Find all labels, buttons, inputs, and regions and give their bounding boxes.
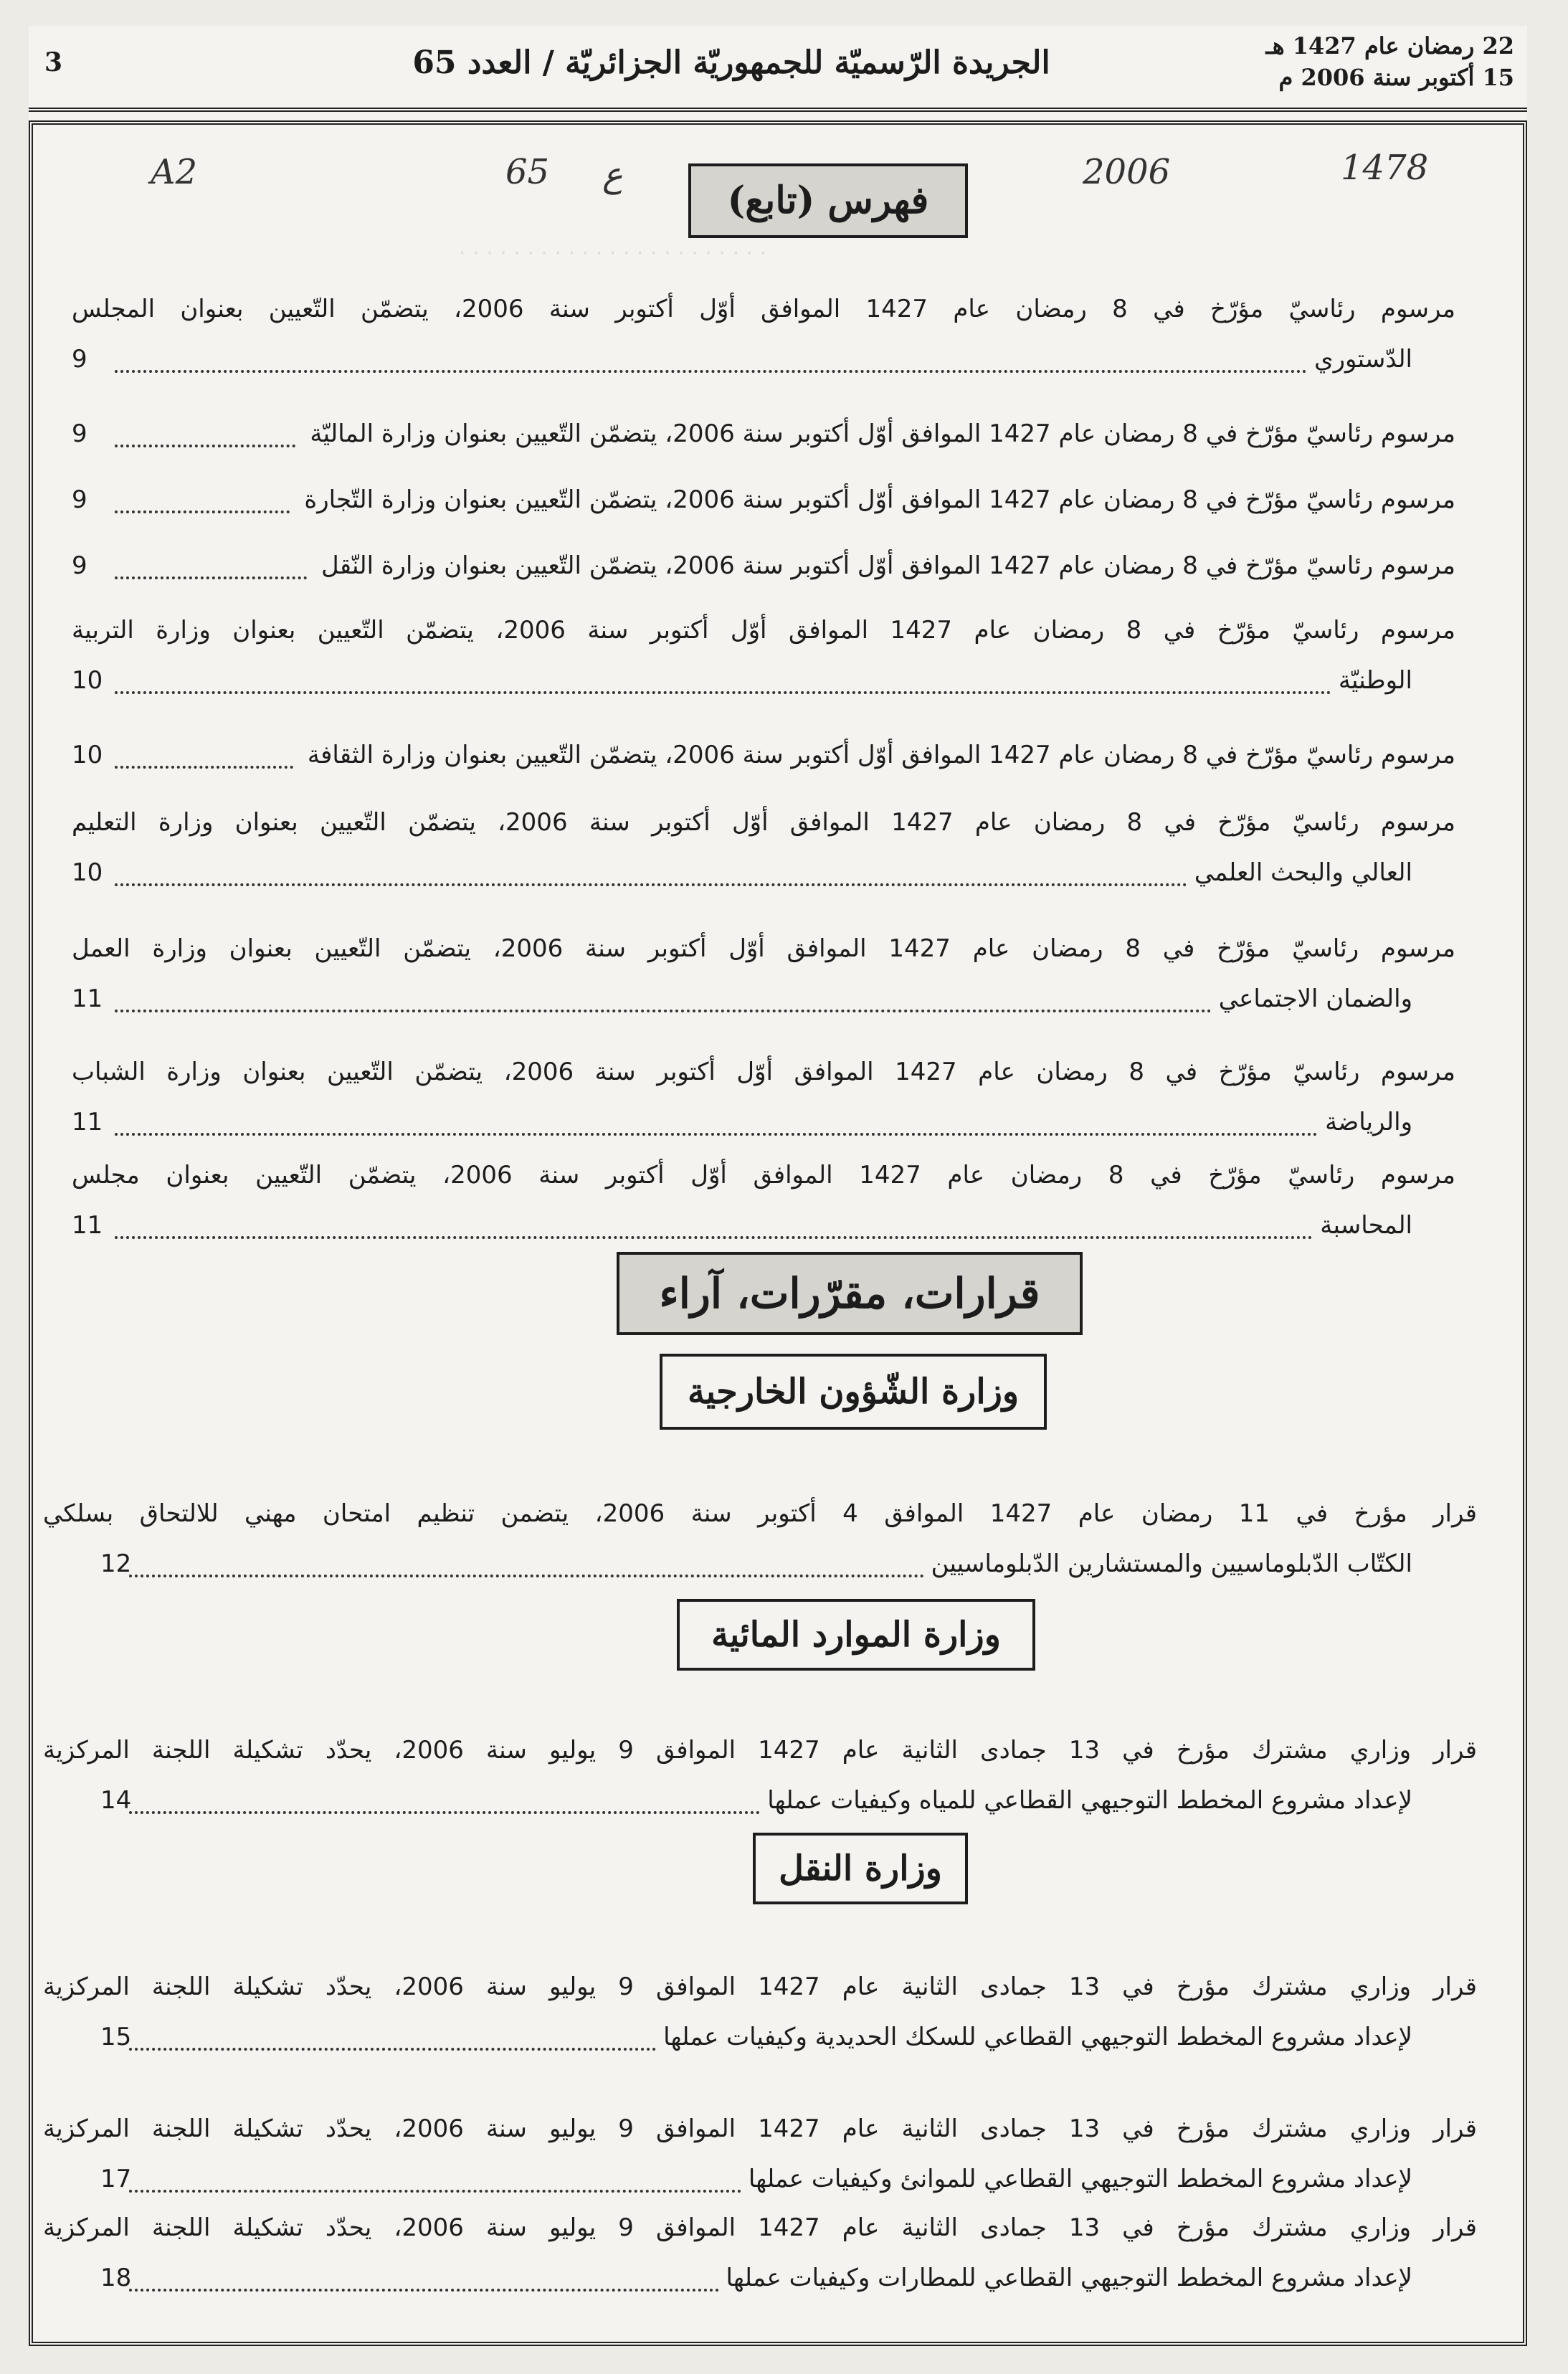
index-entry (72, 730, 1455, 780)
leader-dots (115, 1010, 1212, 1012)
entry-page-number: 10 (72, 741, 103, 769)
entry-page-number: 9 (72, 345, 87, 374)
entry-text: مرسوم رئاسيّ مؤرّخ في 8 رمضان عام 1427 الموافق أوّل أكتوبر سنة 2006، يتضمّن التّعيين بعنوان وزارة الماليّة (310, 419, 1455, 448)
entry-page-number: 9 (72, 419, 87, 448)
index-entry (72, 1150, 1455, 1250)
entry-text: قرار مؤرخ في 11 رمضان عام 1427 الموافق 4 أكتوبر سنة 2006، يتضمن تنظيم امتحان مهني للالتحاق بسلكي (43, 1499, 1477, 1528)
leader-dots (129, 1575, 924, 1577)
entry-text: مرسوم رئاسيّ مؤرّخ في 8 رمضان عام 1427 الموافق أوّل أكتوبر سنة 2006، يتضمّن التّعيين بعنوان المجلس (72, 295, 1455, 323)
entry-line (72, 730, 1455, 780)
entry-text: مرسوم رئاسيّ مؤرّخ في 8 رمضان عام 1427 الموافق أوّل أكتوبر سنة 2006، يتضمّن التّعيين بعنوان وزارة التّجارة (304, 485, 1455, 514)
entry-continuation: لإعداد مشروع المخطط التوجيهي القطاعي للمياه وكيفيات عملها (767, 1786, 1412, 1815)
index-entry (72, 541, 1455, 591)
leader-dots (115, 883, 1187, 886)
entry-continuation: الوطنيّة (1338, 666, 1412, 695)
leader-dots (115, 445, 295, 447)
date-hijri: 22 رمضان عام 1427 هـ (1265, 32, 1514, 60)
entry-line (72, 334, 1455, 384)
entry-text: قرار وزاري مشترك مؤرخ في 13 جمادى الثانية عام 1427 الموافق 9 يوليو سنة 2006، يحدّد تشكيلة اللجنة المركزية (43, 2114, 1477, 2143)
entry-page-number: 9 (72, 551, 87, 580)
bleed-through-text: · · · · · · · · · · · · · · · · · · · · · · · (459, 241, 767, 266)
entry-text: مرسوم رئاسيّ مؤرّخ في 8 رمضان عام 1427 الموافق أوّل أكتوبر سنة 2006، يتضمّن التّعيين بعنوان وزارة التربية (72, 616, 1455, 645)
leader-dots (129, 2190, 741, 2193)
handwritten-note: 2006 (1083, 152, 1171, 192)
entry-page-number: 11 (72, 1108, 103, 1136)
ministry-water-resources: وزارة الموارد المائية (677, 1599, 1035, 1671)
leader-dots (115, 1236, 1313, 1239)
entry-line (72, 1200, 1455, 1250)
entry-page-number: 10 (72, 858, 103, 887)
decision-entry (43, 1962, 1477, 2062)
leader-dots (115, 691, 1331, 694)
entry-page-number: 10 (72, 666, 103, 695)
entry-page-number: 14 (100, 1786, 132, 1815)
decision-entry (43, 2203, 1477, 2303)
entry-line (72, 655, 1455, 706)
entry-page-number: 11 (72, 984, 103, 1013)
entry-continuation: لإعداد مشروع المخطط التوجيهي القطاعي للموانئ وكيفيات عملها (748, 2165, 1412, 2193)
entry-continuation: الدّستوري (1314, 345, 1412, 374)
entry-text: مرسوم رئاسيّ مؤرّخ في 8 رمضان عام 1427 الموافق أوّل أكتوبر سنة 2006، يتضمّن التّعيين بعنوان وزارة العمل (72, 934, 1455, 963)
entry-line (43, 1539, 1477, 1589)
entry-continuation: المحاسبة (1320, 1211, 1412, 1240)
gazette-title: الجريدة الرّسميّة للجمهوريّة الجزائريّة / العدد 65 (412, 44, 1050, 81)
index-entry (72, 924, 1455, 1024)
leader-dots (115, 370, 1307, 373)
page-header (29, 26, 1527, 112)
leader-dots (115, 1133, 1318, 1136)
handwritten-note: ع (602, 155, 623, 195)
entry-line (72, 1097, 1455, 1147)
index-entry (72, 409, 1455, 459)
entry-line (72, 541, 1455, 591)
entry-line (43, 2012, 1477, 2062)
entry-page-number: 12 (100, 1549, 132, 1578)
entry-line (43, 1775, 1477, 1825)
entry-continuation: لإعداد مشروع المخطط التوجيهي القطاعي للسكك الحديدية وكيفيات عملها (663, 2023, 1412, 2051)
entry-text: مرسوم رئاسيّ مؤرّخ في 8 رمضان عام 1427 الموافق أوّل أكتوبر سنة 2006، يتضمّن التّعيين بعنوان وزارة الثقافة (307, 741, 1455, 769)
entry-line (43, 2253, 1477, 2303)
index-entry (72, 797, 1455, 898)
decisions-title: قرارات، مقرّرات، آراء (617, 1252, 1083, 1335)
leader-dots (115, 576, 307, 579)
entry-text: مرسوم رئاسيّ مؤرّخ في 8 رمضان عام 1427 الموافق أوّل أكتوبر سنة 2006، يتضمّن التّعيين بعنوان وزارة النّقل (321, 551, 1455, 580)
entry-page-number: 9 (72, 485, 87, 514)
entry-page-number: 18 (100, 2264, 132, 2292)
handwritten-note: A2 (151, 152, 198, 192)
entry-line (72, 409, 1455, 459)
index-entry (72, 1047, 1455, 1147)
entry-page-number: 17 (100, 2165, 132, 2193)
entry-continuation: العالي والبحث العلمي (1194, 858, 1412, 887)
entry-text: قرار وزاري مشترك مؤرخ في 13 جمادى الثانية عام 1427 الموافق 9 يوليو سنة 2006، يحدّد تشكيلة اللجنة المركزية (43, 1736, 1477, 1765)
entry-line (43, 2154, 1477, 2204)
entry-text: قرار وزاري مشترك مؤرخ في 13 جمادى الثانية عام 1427 الموافق 9 يوليو سنة 2006، يحدّد تشكيلة اللجنة المركزية (43, 2213, 1477, 2242)
entry-continuation: والرياضة (1325, 1108, 1412, 1136)
entry-continuation: والضمان الاجتماعي (1218, 984, 1412, 1013)
handwritten-note: 65 (505, 152, 550, 192)
page (29, 26, 1527, 2346)
entry-line (72, 475, 1455, 525)
entry-text: قرار وزاري مشترك مؤرخ في 13 جمادى الثانية عام 1427 الموافق 9 يوليو سنة 2006، يحدّد تشكيلة اللجنة المركزية (43, 1972, 1477, 2001)
index-entry (72, 475, 1455, 525)
leader-dots (115, 766, 293, 769)
ministry-transport: وزارة النقل (753, 1833, 968, 1904)
index-title: فهرس (تابع) (688, 163, 968, 238)
entry-text: مرسوم رئاسيّ مؤرّخ في 8 رمضان عام 1427 الموافق أوّل أكتوبر سنة 2006، يتضمّن التّعيين بعنوان مجلس (72, 1161, 1455, 1190)
index-entry (72, 605, 1455, 706)
decision-entry (43, 2104, 1477, 2204)
handwritten-note: 1478 (1341, 148, 1429, 188)
entry-text: مرسوم رئاسيّ مؤرّخ في 8 رمضان عام 1427 الموافق أوّل أكتوبر سنة 2006، يتضمّن التّعيين بعنوان وزارة الشباب (72, 1058, 1455, 1086)
entry-page-number: 15 (100, 2023, 132, 2051)
entry-continuation: لإعداد مشروع المخطط التوجيهي القطاعي للمطارات وكيفيات عملها (726, 2264, 1412, 2292)
leader-dots (115, 511, 290, 513)
entry-continuation: الكتّاب الدّبلوماسيين والمستشارين الدّبلوماسيين (931, 1549, 1412, 1578)
entry-page-number: 11 (72, 1211, 103, 1240)
decision-entry (43, 1489, 1477, 1589)
entry-line (72, 847, 1455, 898)
leader-dots (129, 2289, 719, 2292)
entry-line (72, 974, 1455, 1024)
page-number: 3 (44, 47, 63, 77)
ministry-foreign-affairs: وزارة الشّؤون الخارجية (660, 1354, 1047, 1430)
decision-entry (43, 1725, 1477, 1825)
issue-date (1265, 30, 1514, 93)
leader-dots (129, 1811, 760, 1814)
date-gregorian: 15 أكتوبر سنة 2006 م (1278, 64, 1514, 91)
index-entry (72, 284, 1455, 384)
leader-dots (129, 2048, 656, 2051)
entry-text: مرسوم رئاسيّ مؤرّخ في 8 رمضان عام 1427 الموافق أوّل أكتوبر سنة 2006، يتضمّن التّعيين بعنوان وزارة التعليم (72, 808, 1455, 837)
